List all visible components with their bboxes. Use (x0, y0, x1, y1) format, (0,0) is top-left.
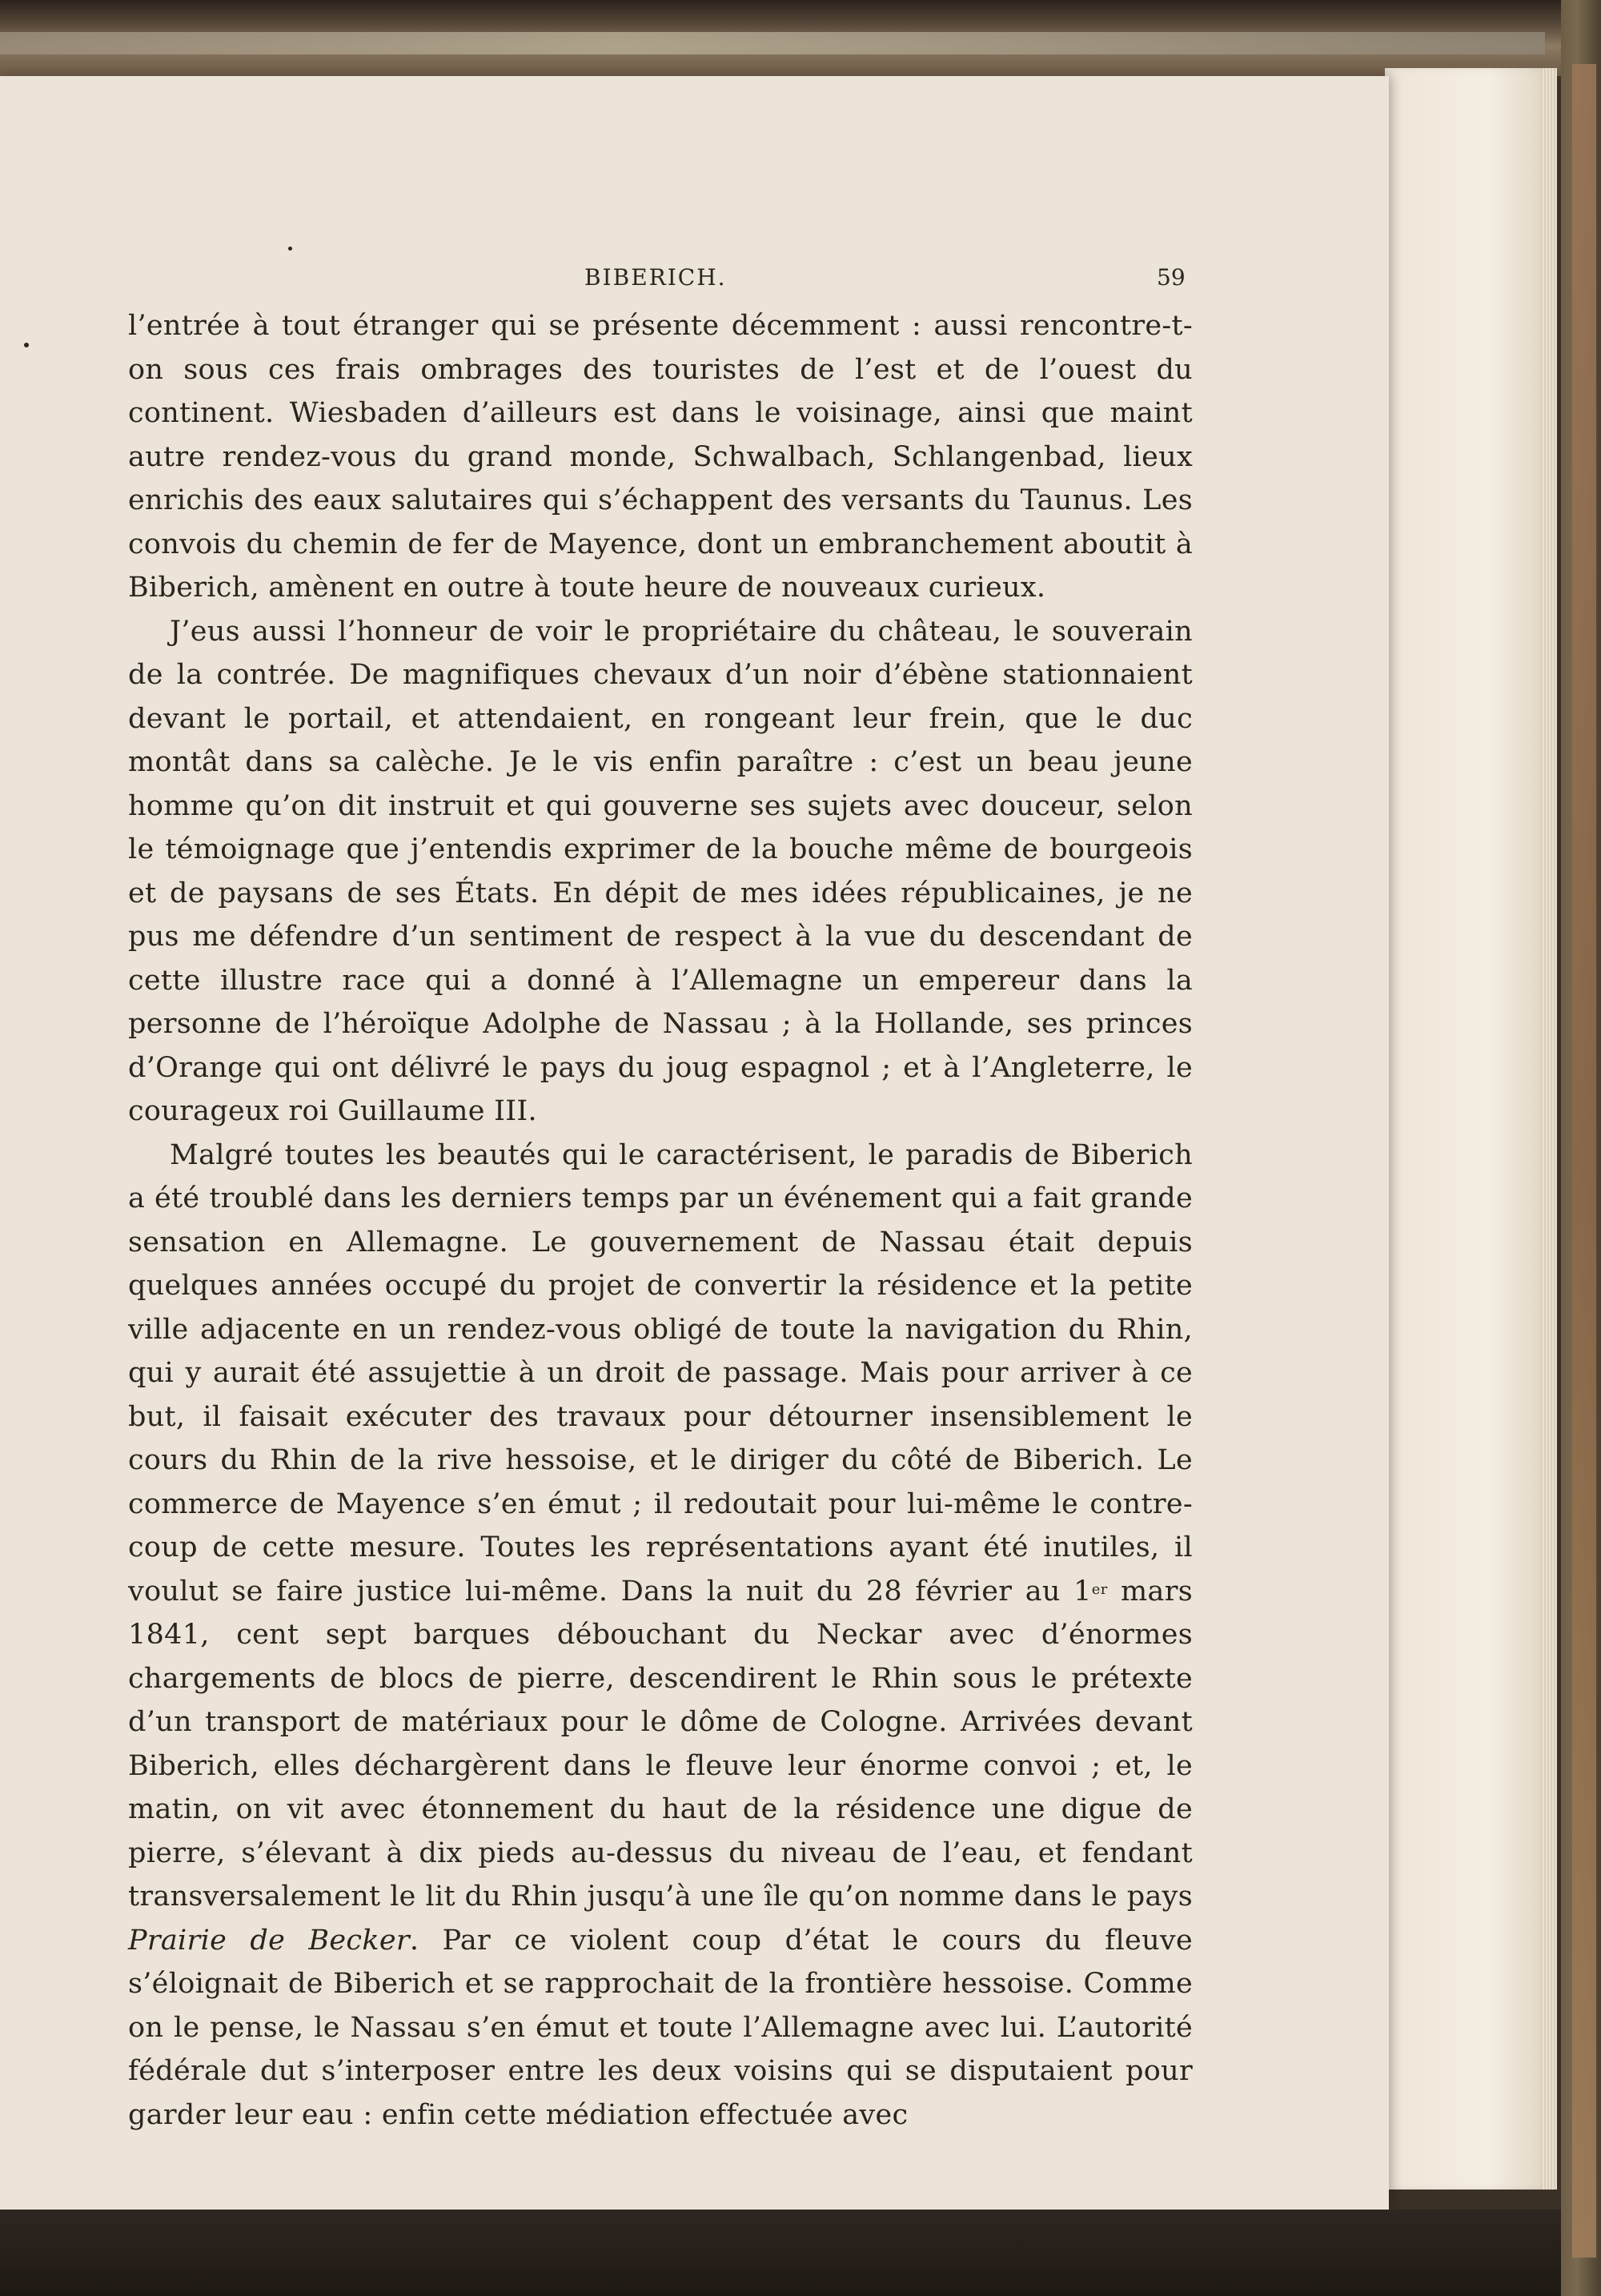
body-text (128, 304, 1193, 2137)
paragraph-3-part-c: . Par ce violent coup d’état le cours du fleuve s’éloignait de Biberich et se rapprochait de la frontière hessoise. Comme on le pense, le Nassau s’en émut et toute l’Allemagne avec lui. L’autorité fédérale dut s’interposer entre les deux voisins qui se disputaient pour garder leur eau : enfin cette médiation effectuée avec (128, 1924, 1193, 2131)
page-bottom-shadow (0, 2210, 1561, 2296)
ordinal-superscript: er (1091, 1580, 1108, 1598)
running-head (0, 264, 1193, 293)
book-cover-edge (1561, 0, 1601, 2296)
book-top-edge (0, 0, 1601, 76)
ink-speck (24, 343, 29, 347)
running-head-title: BIBERICH. (584, 264, 727, 291)
paragraph-1: l’entrée à tout étranger qui se présente décemment : aussi rencontre-t-on sous ces frais ombrages des touristes de l’est et de l’ouest du continent. Wiesbaden d’ailleurs est dans le voisinage, ainsi que maint autre rendez-vous du grand monde, Schwalbach, Schlangenbad, lieux enrichis des eaux salutaires qui s’échappent des versants du Taunus. Les convois du chemin de fer de Mayence, dont un embranchement aboutit à Biberich, amènent en outre à toute heure de nouveaux curieux. (128, 310, 1193, 604)
paragraph-3-part-a: Malgré toutes les beautés qui le caractérisent, le paradis de Biberich a été troublé dans les derniers temps par un événement qui a fait grande sensation en Allemagne. Le gouvernement de Nassau était depuis quelques années occupé du projet de convertir la résidence et la petite ville adjacente en un rendez-vous obligé de toute la navigation du Rhin, qui y aurait été assujettie à un droit de passage. Mais pour arriver à ce but, il faisait exécuter des travaux pour détourner insensiblement le cours du Rhin de la rive hessoise, et le diriger du côté de Biberich. Le commerce de Mayence s’en émut ; il redoutait pour lui-même le contre-coup de cette mesure. Toutes les représentations ayant été inutiles, il voulut se faire justice lui-même. Dans la nuit du 28 février au 1 (128, 1138, 1193, 1608)
page-stack-edge (1385, 68, 1557, 2190)
ink-speck (288, 247, 292, 251)
paragraph-3 (128, 1134, 1193, 2137)
paragraph-2: J’eus aussi l’honneur de voir le propriétaire du château, le souverain de la contrée. De magnifiques chevaux d’un noir d’ébène stationnaient devant le portail, et attendaient, en rongeant leur frein, que le duc montât dans sa calèche. Je le vis enfin paraître : c’est un beau jeune homme qu’on dit instruit et qui gouverne ses sujets avec douceur, selon le témoignage que j’entendis exprimer de la bouche même de bourgeois et de paysans de ses États. En dépit de mes idées républicaines, je ne pus me défendre d’un sentiment de respect à la vue du descendant de cette illustre race qui a donné à l’Allemagne un empereur dans la personne de l’héroïque Adolphe de Nassau ; à la Hollande, ses princes d’Orange qui ont délivré le pays du joug espagnol ; et à l’Angleterre, le courageux roi Guillaume III. (128, 615, 1193, 1127)
page-number: 59 (1157, 264, 1186, 291)
leather-binding-strip (1572, 64, 1596, 2258)
italic-place-name: Prairie de Becker (128, 1924, 410, 1957)
paragraph-3-part-b: mars 1841, cent sept barques débouchant du Neckar avec d’énormes chargements de blocs de pierre, descendirent le Rhin sous le prétexte d’un transport de matériaux pour le dôme de Cologne. Arrivées devant Biberich, elles déchargèrent dans le fleuve leur énorme convoi ; et, le matin, on vit avec étonnement du haut de la résidence une digue de pierre, s’élevant à dix pieds au-dessus du niveau de l’eau, et fendant transversalement le lit du Rhin jusqu’à une île qu’on nomme dans le pays (128, 1575, 1193, 1913)
book-head-band (0, 32, 1545, 54)
page-stack-lines (1541, 68, 1557, 2190)
